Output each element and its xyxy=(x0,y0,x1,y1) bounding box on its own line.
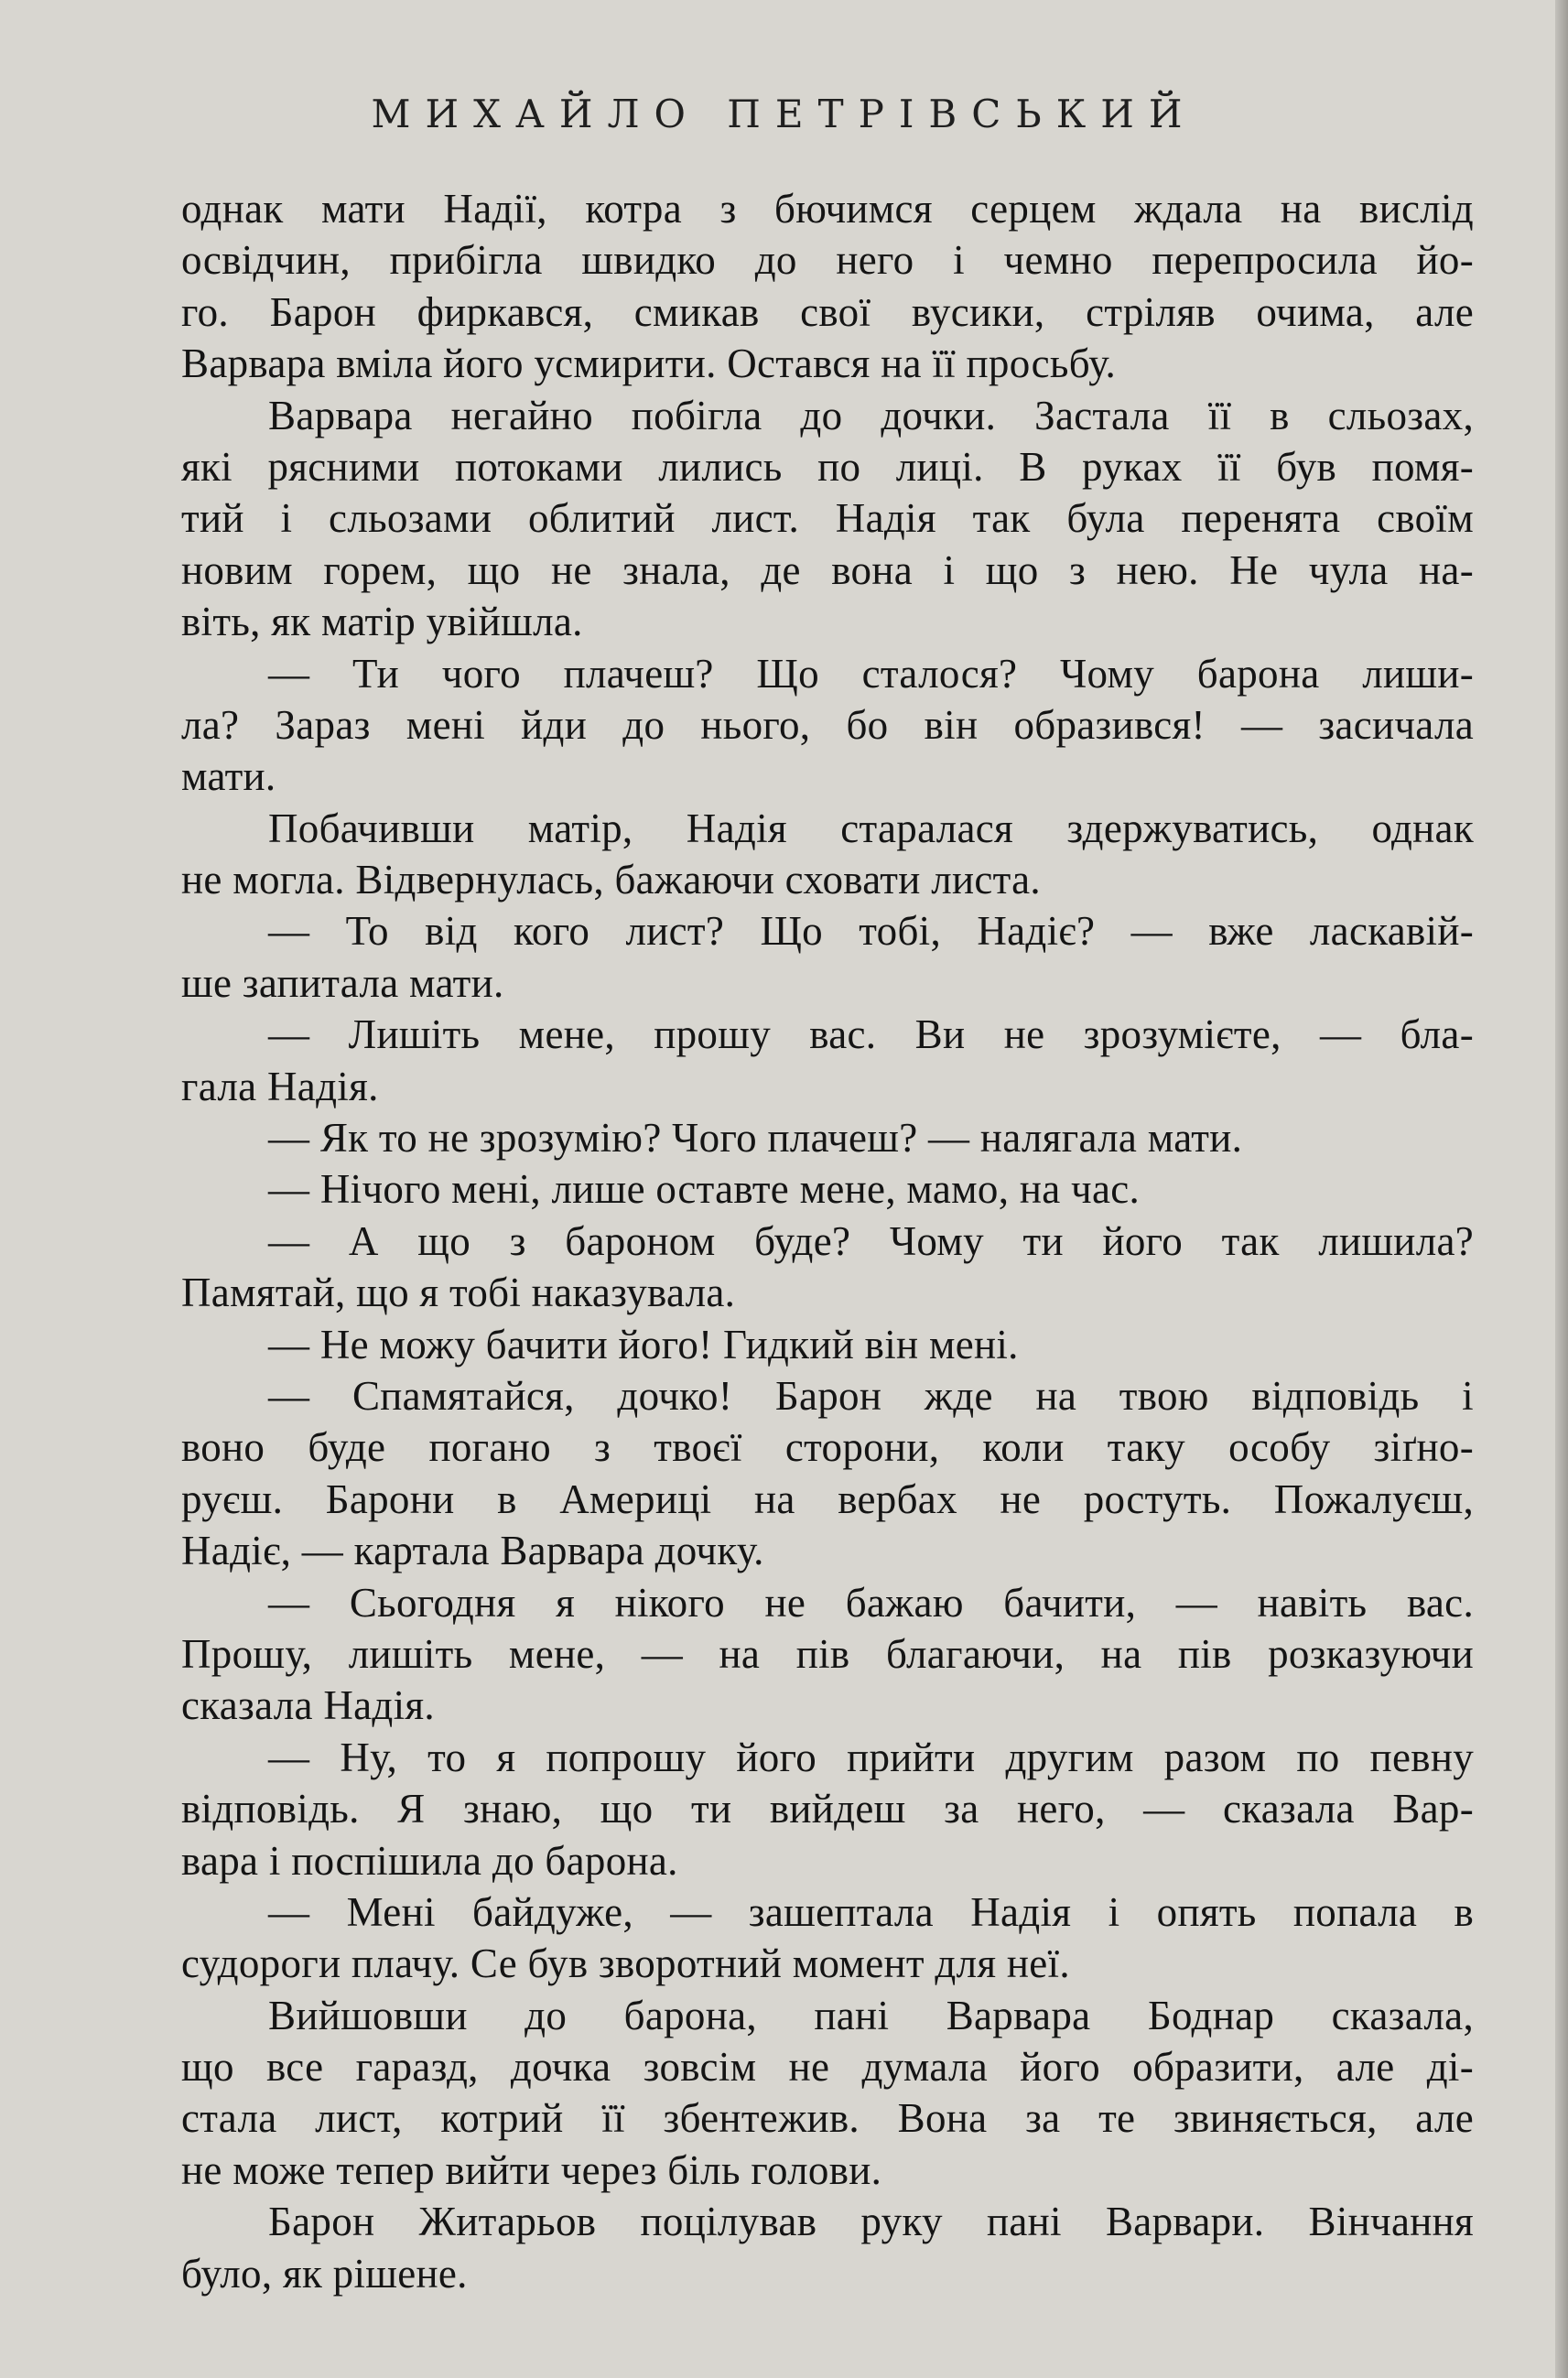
text-line: — Ну, то я попрошу його прийти другим разом по певну xyxy=(268,1734,1474,1780)
text-line: Побачивши матір, Надія старалася здержуватись, однак xyxy=(268,805,1474,851)
text-line: — Як то не зрозумію? Чого плачеш? — налягала мати. xyxy=(268,1115,1243,1162)
text-line: — Лишіть мене, прошу вас. Ви не зрозумієте, — бла- xyxy=(268,1011,1474,1058)
text-line: стала лист, котрий її збентежив. Вона за те звиняється, але xyxy=(181,2095,1474,2142)
text-line: Варвара негайно побігла до дочки. Застала її в сльозах, xyxy=(268,392,1474,438)
text-line: освідчин, прибігла швидко до него і чемно перепросила йо- xyxy=(181,237,1474,284)
text-line: — Не можу бачити його! Гидкий він мені. xyxy=(268,1321,1019,1367)
text-line: Вийшовши до барона, пані Варвара Боднар сказала, xyxy=(268,1992,1474,2038)
text-line: — А що з бароном буде? Чому ти його так лишила? xyxy=(268,1217,1474,1264)
text-line: го. Барон фиркався, смикав свої вусики, стріляв очима, але xyxy=(181,288,1474,335)
text-line: судороги плачу. Се був зворотний момент для неї. xyxy=(181,1940,1070,1987)
text-line: було, як рішене. xyxy=(181,2250,468,2297)
text-line: гала Надія. xyxy=(181,1063,379,1109)
text-line: новим горем, що не знала, де вона і що з нею. Не чула на- xyxy=(181,546,1474,593)
text-line: не могла. Відвернулась, бажаючи сховати листа. xyxy=(181,857,1041,903)
text-line: тий і сльозами облитий лист. Надія так була перенята своїм xyxy=(181,495,1474,542)
text-line: відповідь. Я знаю, що ти вийдеш за него, — сказала Вар- xyxy=(181,1786,1474,1832)
text-line: — Ти чого плачеш? Що сталося? Чому барона лиши- xyxy=(268,650,1474,697)
text-line: вара і поспішила до барона. xyxy=(181,1837,678,1884)
text-line: Надіє, — картала Варвара дочку. xyxy=(181,1528,764,1574)
text-line: воно буде погано з твоєї сторони, коли таку особу зіґно- xyxy=(181,1424,1474,1471)
text-line: — То від кого лист? Що тобі, Надіє? — вже ласкавій- xyxy=(268,908,1474,955)
text-line: мати. xyxy=(181,753,276,800)
text-line: Прошу, лишіть мене, — на пів благаючи, на пів розказуючи xyxy=(181,1630,1474,1677)
text-line: сказала Надія. xyxy=(181,1682,435,1729)
text-line: Варвара вміла його усмирити. Остався на її просьбу. xyxy=(181,340,1117,387)
text-line: Барон Житарьов поцілував руку пані Варвари. Вінчання xyxy=(268,2199,1474,2245)
text-line: ше запитала мати. xyxy=(181,959,504,1006)
text-line: не може тепер вийти через біль голови. xyxy=(181,2146,882,2193)
text-line: — Сьогодня я нікого не бажаю бачити, — навіть вас. xyxy=(268,1579,1474,1626)
text-line: — Спамятайся, дочко! Барон жде на твою відповідь і xyxy=(268,1372,1474,1419)
running-head: МИХАЙЛО ПЕТРІВСЬКИЙ xyxy=(371,92,1197,136)
text-line: що все гаразд, дочка зовсім не думала його образити, але ді- xyxy=(181,2044,1474,2091)
body-text xyxy=(181,183,1474,2299)
text-line: які рясними потоками лились по лиці. В руках її був помя- xyxy=(181,443,1474,490)
text-line: віть, як матір увійшла. xyxy=(181,599,583,645)
text-line: Памятай, що я тобі наказувала. xyxy=(181,1270,736,1316)
text-line: — Мені байдуже, — зашептала Надія і опять попала в xyxy=(268,1888,1474,1935)
text-line: — Нічого мені, лише оставте мене, мамо, на час. xyxy=(268,1166,1141,1213)
text-line: однак мати Надії, котра з бючимся серцем ждала на вислід xyxy=(181,186,1474,232)
text-line: ла? Зараз мені йди до нього, бо він образився! — засичала xyxy=(181,701,1474,748)
text-line: руєш. Барони в Америці на вербах не ростуть. Пожалуєш, xyxy=(181,1475,1474,1522)
